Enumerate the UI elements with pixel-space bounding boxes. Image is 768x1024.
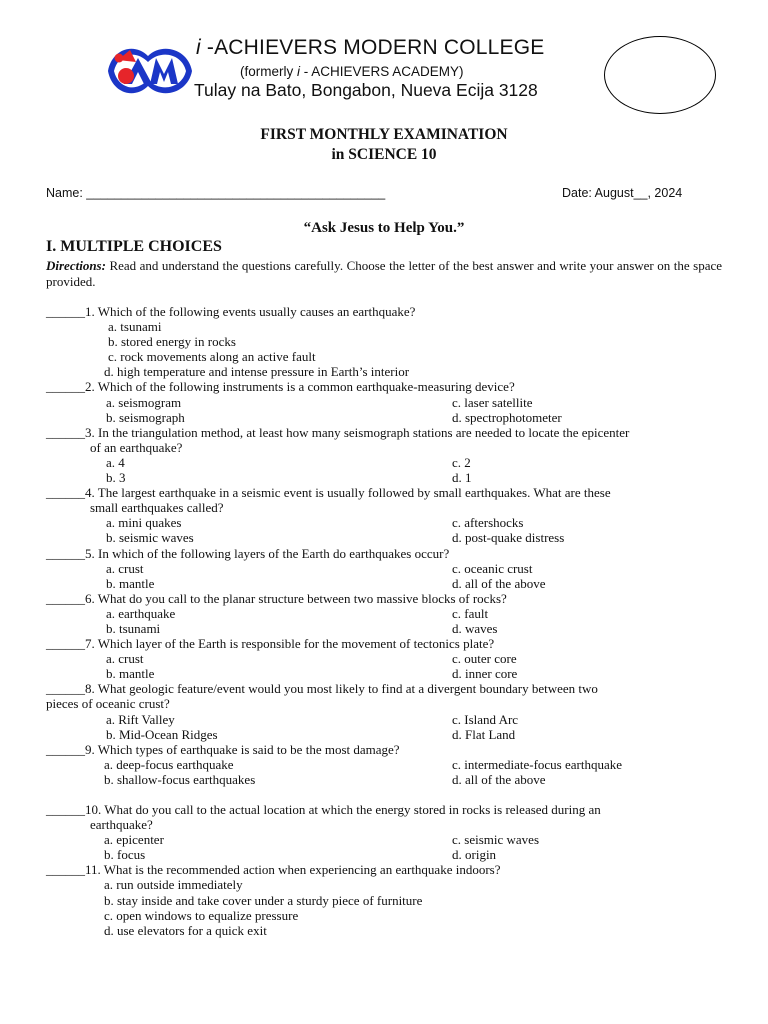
question-3: ______3. In the triangulation method, at least how many seismograph stations are needed to locate the epicenter bbox=[46, 424, 630, 440]
option-row: a. earthquake c. fault bbox=[106, 605, 489, 621]
option-row: a. Rift Valley c. Island Arc bbox=[106, 711, 519, 727]
school-address: Tulay na Bato, Bongabon, Nueva Ecija 3128 bbox=[194, 80, 538, 100]
option: a. tsunami bbox=[108, 319, 162, 335]
option-row: a. seismogram c. laser satellite bbox=[106, 394, 533, 410]
question-2: ______2. Which of the following instruments is a common earthquake-measuring device? bbox=[46, 379, 515, 395]
motto: “Ask Jesus to Help You.” bbox=[303, 220, 465, 236]
option-row: b. tsunami d. waves bbox=[106, 620, 498, 636]
question-9: ______9. Which types of earthquake is said to be the most damage? bbox=[46, 741, 400, 757]
school-name: i -ACHIEVERS MODERN COLLEGE bbox=[196, 36, 545, 59]
question-4-continued: small earthquakes called? bbox=[90, 500, 224, 516]
option-row: a. crust c. oceanic crust bbox=[106, 560, 533, 576]
option: d. use elevators for a quick exit bbox=[104, 922, 267, 938]
option-row: a. crust c. outer core bbox=[106, 651, 517, 667]
question-10: ______10. What do you call to the actual location at which the energy stored in rocks is released during an bbox=[46, 802, 601, 817]
question-8: ______8. What geologic feature/event would you most likely to find at a divergent boundary between two bbox=[46, 681, 598, 697]
option-row: b. mantle d. inner core bbox=[106, 666, 518, 682]
option: b. stored energy in rocks bbox=[108, 334, 236, 350]
question-4: ______4. The largest earthquake in a seismic event is usually followed by small earthquakes. What are these bbox=[46, 485, 611, 501]
exam-subject: in SCIENCE 10 bbox=[331, 146, 437, 163]
question-10-continued: earthquake? bbox=[90, 817, 153, 833]
option-row: b. 3 d. 1 bbox=[106, 470, 472, 486]
question-list bbox=[46, 304, 722, 938]
option-row: b. mantle d. all of the above bbox=[106, 575, 546, 591]
option: c. rock movements along an active fault bbox=[108, 349, 316, 365]
option-row: a. epicenter c. seismic waves bbox=[104, 832, 540, 848]
option-row: b. seismic waves d. post-quake distress bbox=[106, 530, 565, 546]
option-row: a. deep-focus earthquake c. intermediate-focus earthquake bbox=[104, 756, 622, 772]
spacer bbox=[46, 787, 722, 802]
name-field: Name: ___________________________________________ bbox=[46, 186, 386, 200]
option-row: b. shallow-focus earthquakes d. all of the above bbox=[104, 771, 546, 787]
former-name: (formerly i - ACHIEVERS ACADEMY) bbox=[240, 64, 464, 79]
question-3-continued: of an earthquake? bbox=[90, 439, 183, 455]
question-5: ______5. In which of the following layers of the Earth do earthquakes occur? bbox=[46, 545, 450, 561]
option: d. high temperature and intense pressure in Earth’s interior bbox=[104, 364, 410, 380]
option: a. run outside immediately bbox=[104, 877, 243, 893]
option-row: a. 4 c. 2 bbox=[106, 454, 471, 470]
option-row: b. focus d. origin bbox=[104, 847, 497, 863]
section-title: I. MULTIPLE CHOICES bbox=[46, 238, 222, 255]
document-header bbox=[0, 0, 768, 120]
question-1: ______1. Which of the following events usually causes an earthquake? bbox=[46, 304, 416, 319]
directions: Directions: Read and understand the questions carefully. Choose the letter of the best answer and write your answer on the space provided. bbox=[46, 258, 722, 289]
question-8-continued: pieces of oceanic crust? bbox=[46, 696, 170, 712]
exam-title: FIRST MONTHLY EXAMINATION bbox=[260, 126, 508, 143]
date-field: Date: August__, 2024 bbox=[562, 186, 683, 200]
question-7: ______7. Which layer of the Earth is responsible for the movement of tectonics plate? bbox=[46, 636, 495, 652]
school-logo bbox=[104, 40, 196, 102]
option-row: b. Mid-Ocean Ridges d. Flat Land bbox=[106, 726, 516, 742]
question-6: ______6. What do you call to the planar structure between two massive blocks of rocks? bbox=[46, 590, 507, 606]
option: b. stay inside and take cover under a sturdy piece of furniture bbox=[104, 892, 423, 908]
question-11: ______11. What is the recommended action when experiencing an earthquake indoors? bbox=[46, 862, 501, 878]
option-row: b. seismograph d. spectrophotometer bbox=[106, 409, 562, 425]
option-row: a. mini quakes c. aftershocks bbox=[106, 515, 524, 531]
photo-placeholder bbox=[604, 36, 716, 114]
option: c. open windows to equalize pressure bbox=[104, 907, 299, 923]
